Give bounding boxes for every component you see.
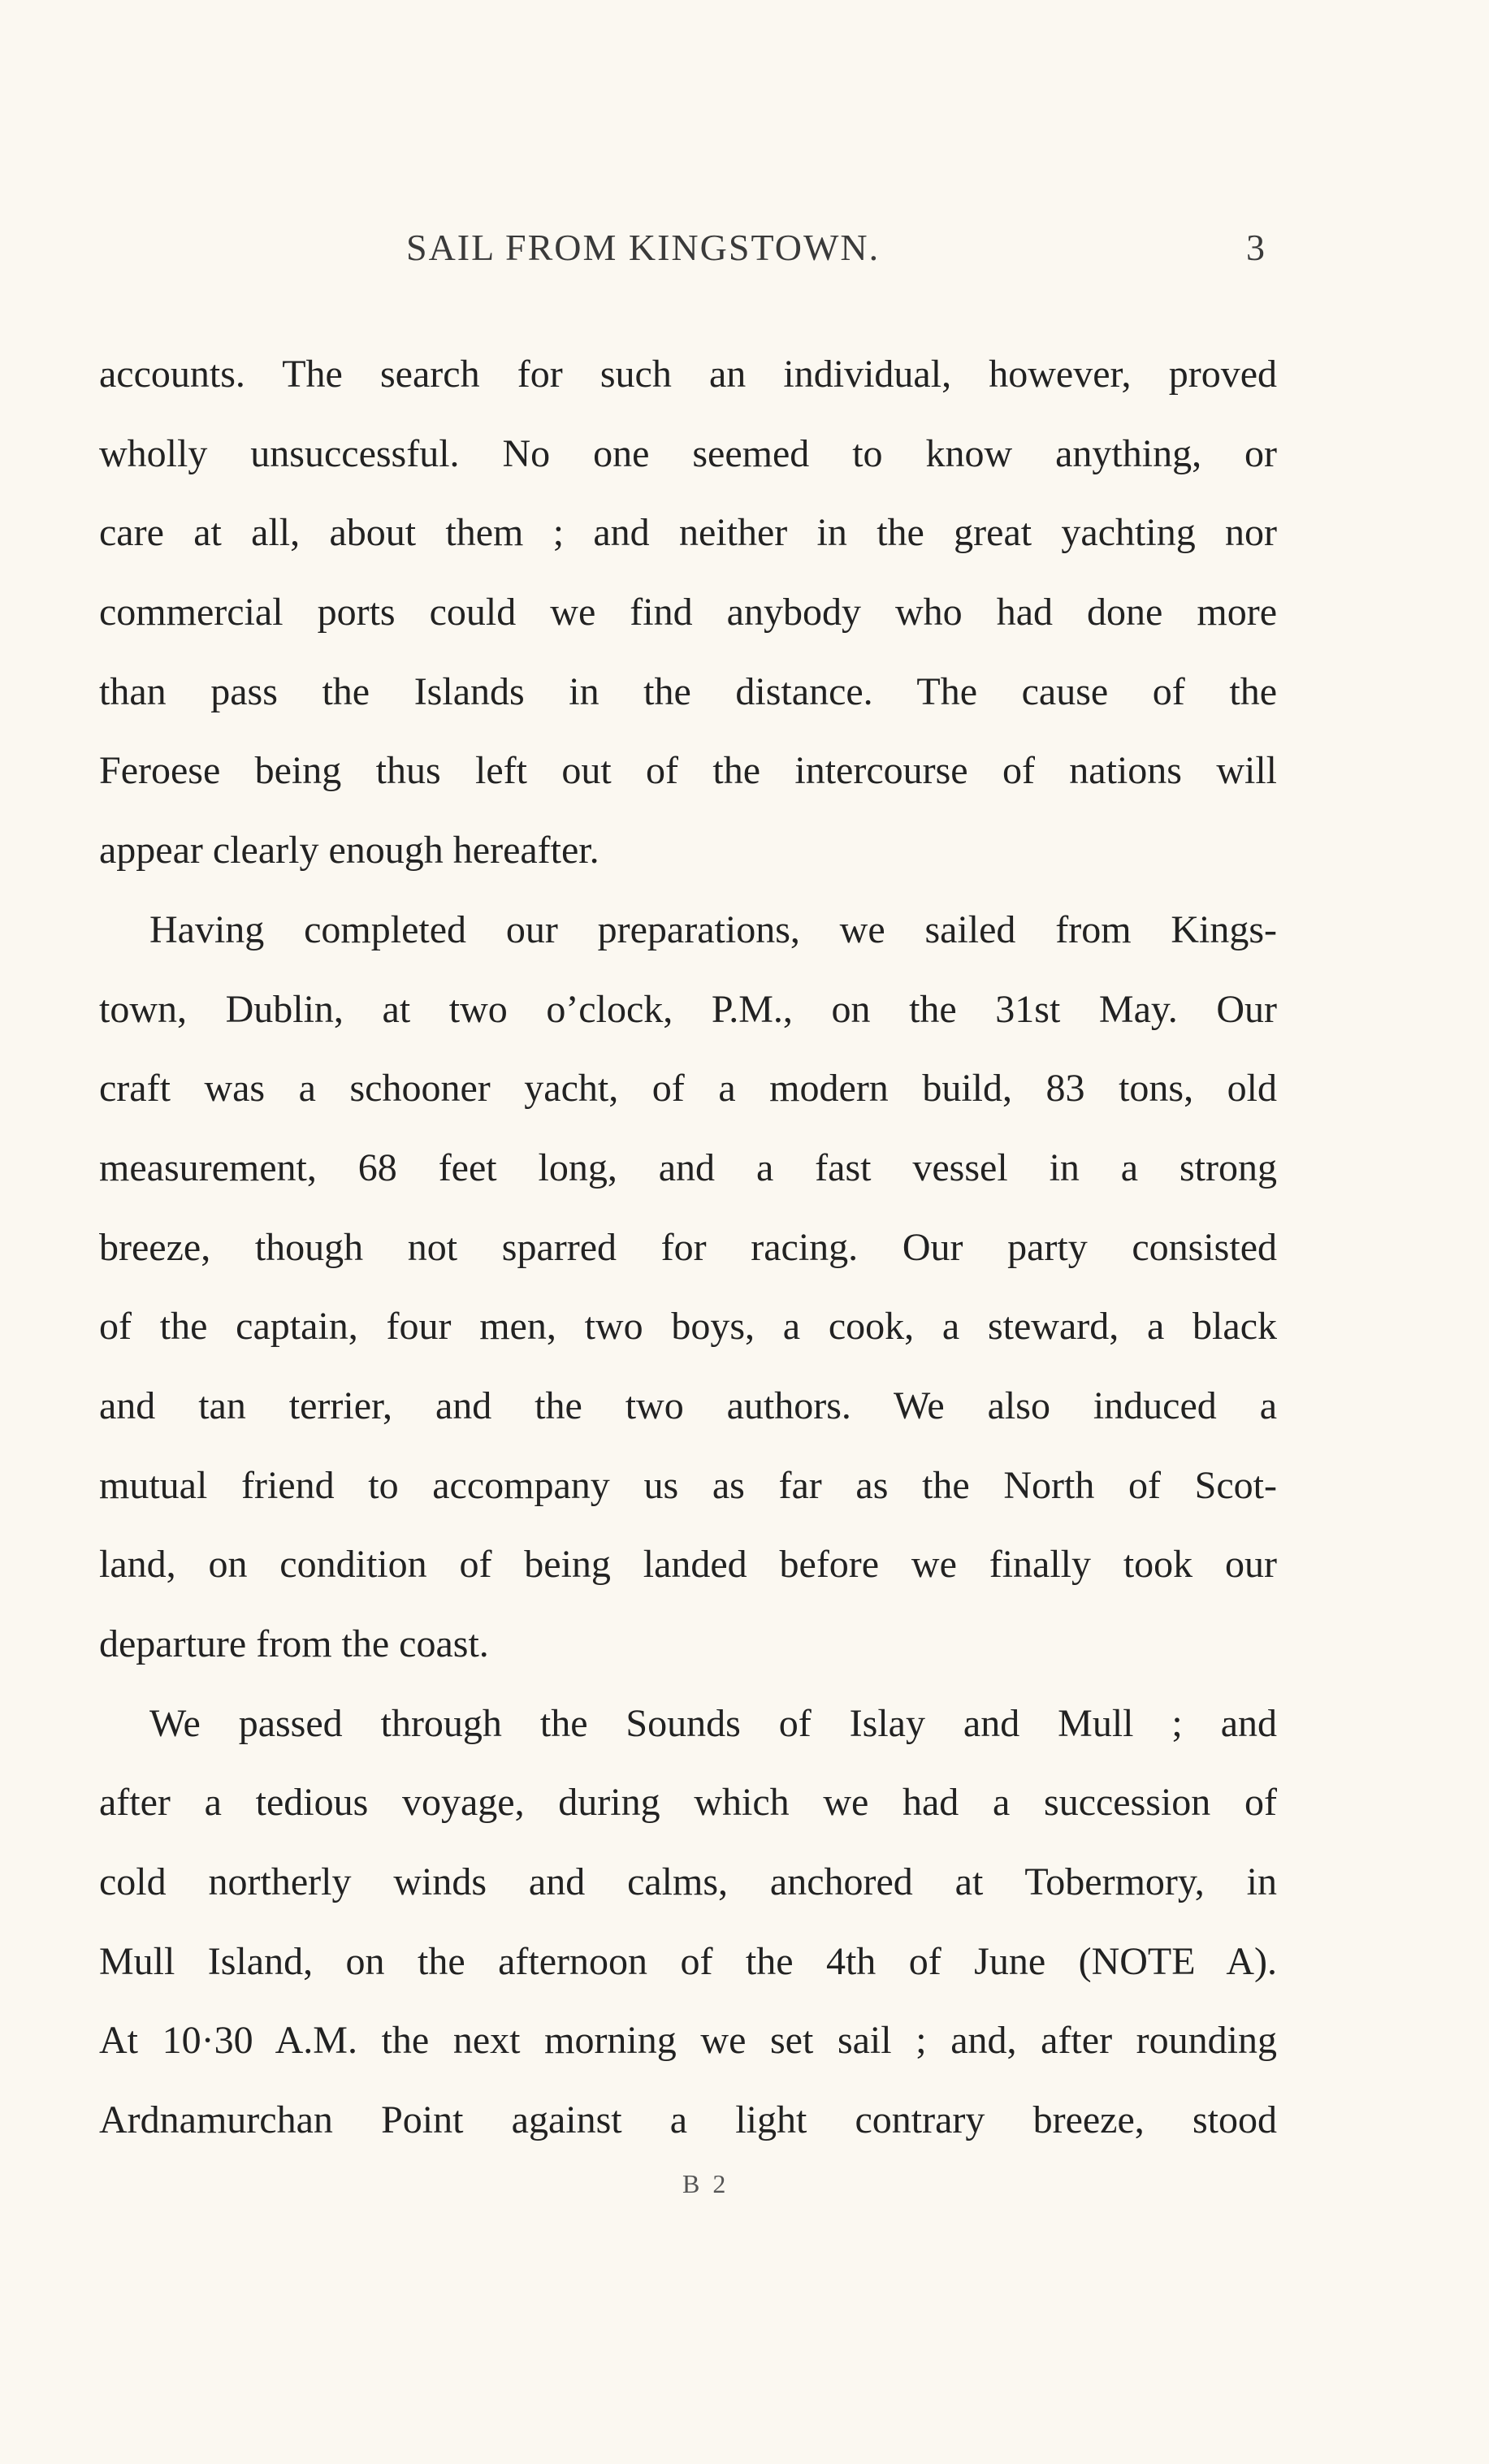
- text-line: after a tedious voyage, during which we had a succession of: [99, 1781, 1277, 1825]
- text-line: of the captain, four men, two boys, a cook, a steward, a black: [99, 1305, 1277, 1349]
- text-line: mutual friend to accompany us as far as the North of Scot-: [99, 1463, 1277, 1507]
- text-line: cold northerly winds and calms, anchored at Tobermory, in: [99, 1860, 1277, 1904]
- paragraph-start-line: We passed through the Sounds of Islay and Mull ; and: [149, 1701, 1277, 1745]
- running-title: SAIL FROM KINGSTOWN.: [406, 227, 881, 268]
- text-line: Feroese being thus left out of the intercourse of nations will: [99, 749, 1277, 793]
- text-line: wholly unsuccessful. No one seemed to know anything, or: [99, 431, 1277, 475]
- text-line: departure from the coast.: [99, 1622, 489, 1665]
- text-line: land, on condition of being landed before we finally took our: [99, 1543, 1277, 1587]
- text-line: and tan terrier, and the two authors. We also induced a: [99, 1384, 1277, 1427]
- text-line: Ardnamurchan Point against a light contrary breeze, stood: [99, 2098, 1277, 2142]
- text-line: At 10·30 A.M. the next morning we set sail ; and, after rounding: [99, 2019, 1277, 2063]
- paragraph-start-line: Having completed our preparations, we sailed from Kings-: [149, 907, 1277, 951]
- text-line: craft was a schooner yacht, of a modern build, 83 tons, old: [99, 1067, 1277, 1111]
- text-line: care at all, about them ; and neither in the great yachting nor: [99, 511, 1277, 555]
- text-line: commercial ports could we find anybody who had done more: [99, 591, 1277, 634]
- text-line: appear clearly enough hereafter.: [99, 829, 599, 873]
- running-head: [0, 226, 1489, 283]
- text-line: breeze, though not sparred for racing. Our party consisted: [99, 1225, 1277, 1269]
- text-line: than pass the Islands in the distance. The cause of the: [99, 669, 1277, 713]
- signature-mark: B 2: [682, 2169, 729, 2198]
- page-number: 3: [1246, 227, 1265, 268]
- text-line: Mull Island, on the afternoon of the 4th of June (NOTE A).: [99, 1939, 1277, 1983]
- text-line: measurement, 68 feet long, and a fast vessel in a strong: [99, 1145, 1277, 1189]
- text-line: town, Dublin, at two o’clock, P.M., on the 31st May. Our: [99, 987, 1277, 1031]
- text-line: accounts. The search for such an individual, however, proved: [99, 353, 1277, 396]
- body-text: [99, 335, 1277, 2160]
